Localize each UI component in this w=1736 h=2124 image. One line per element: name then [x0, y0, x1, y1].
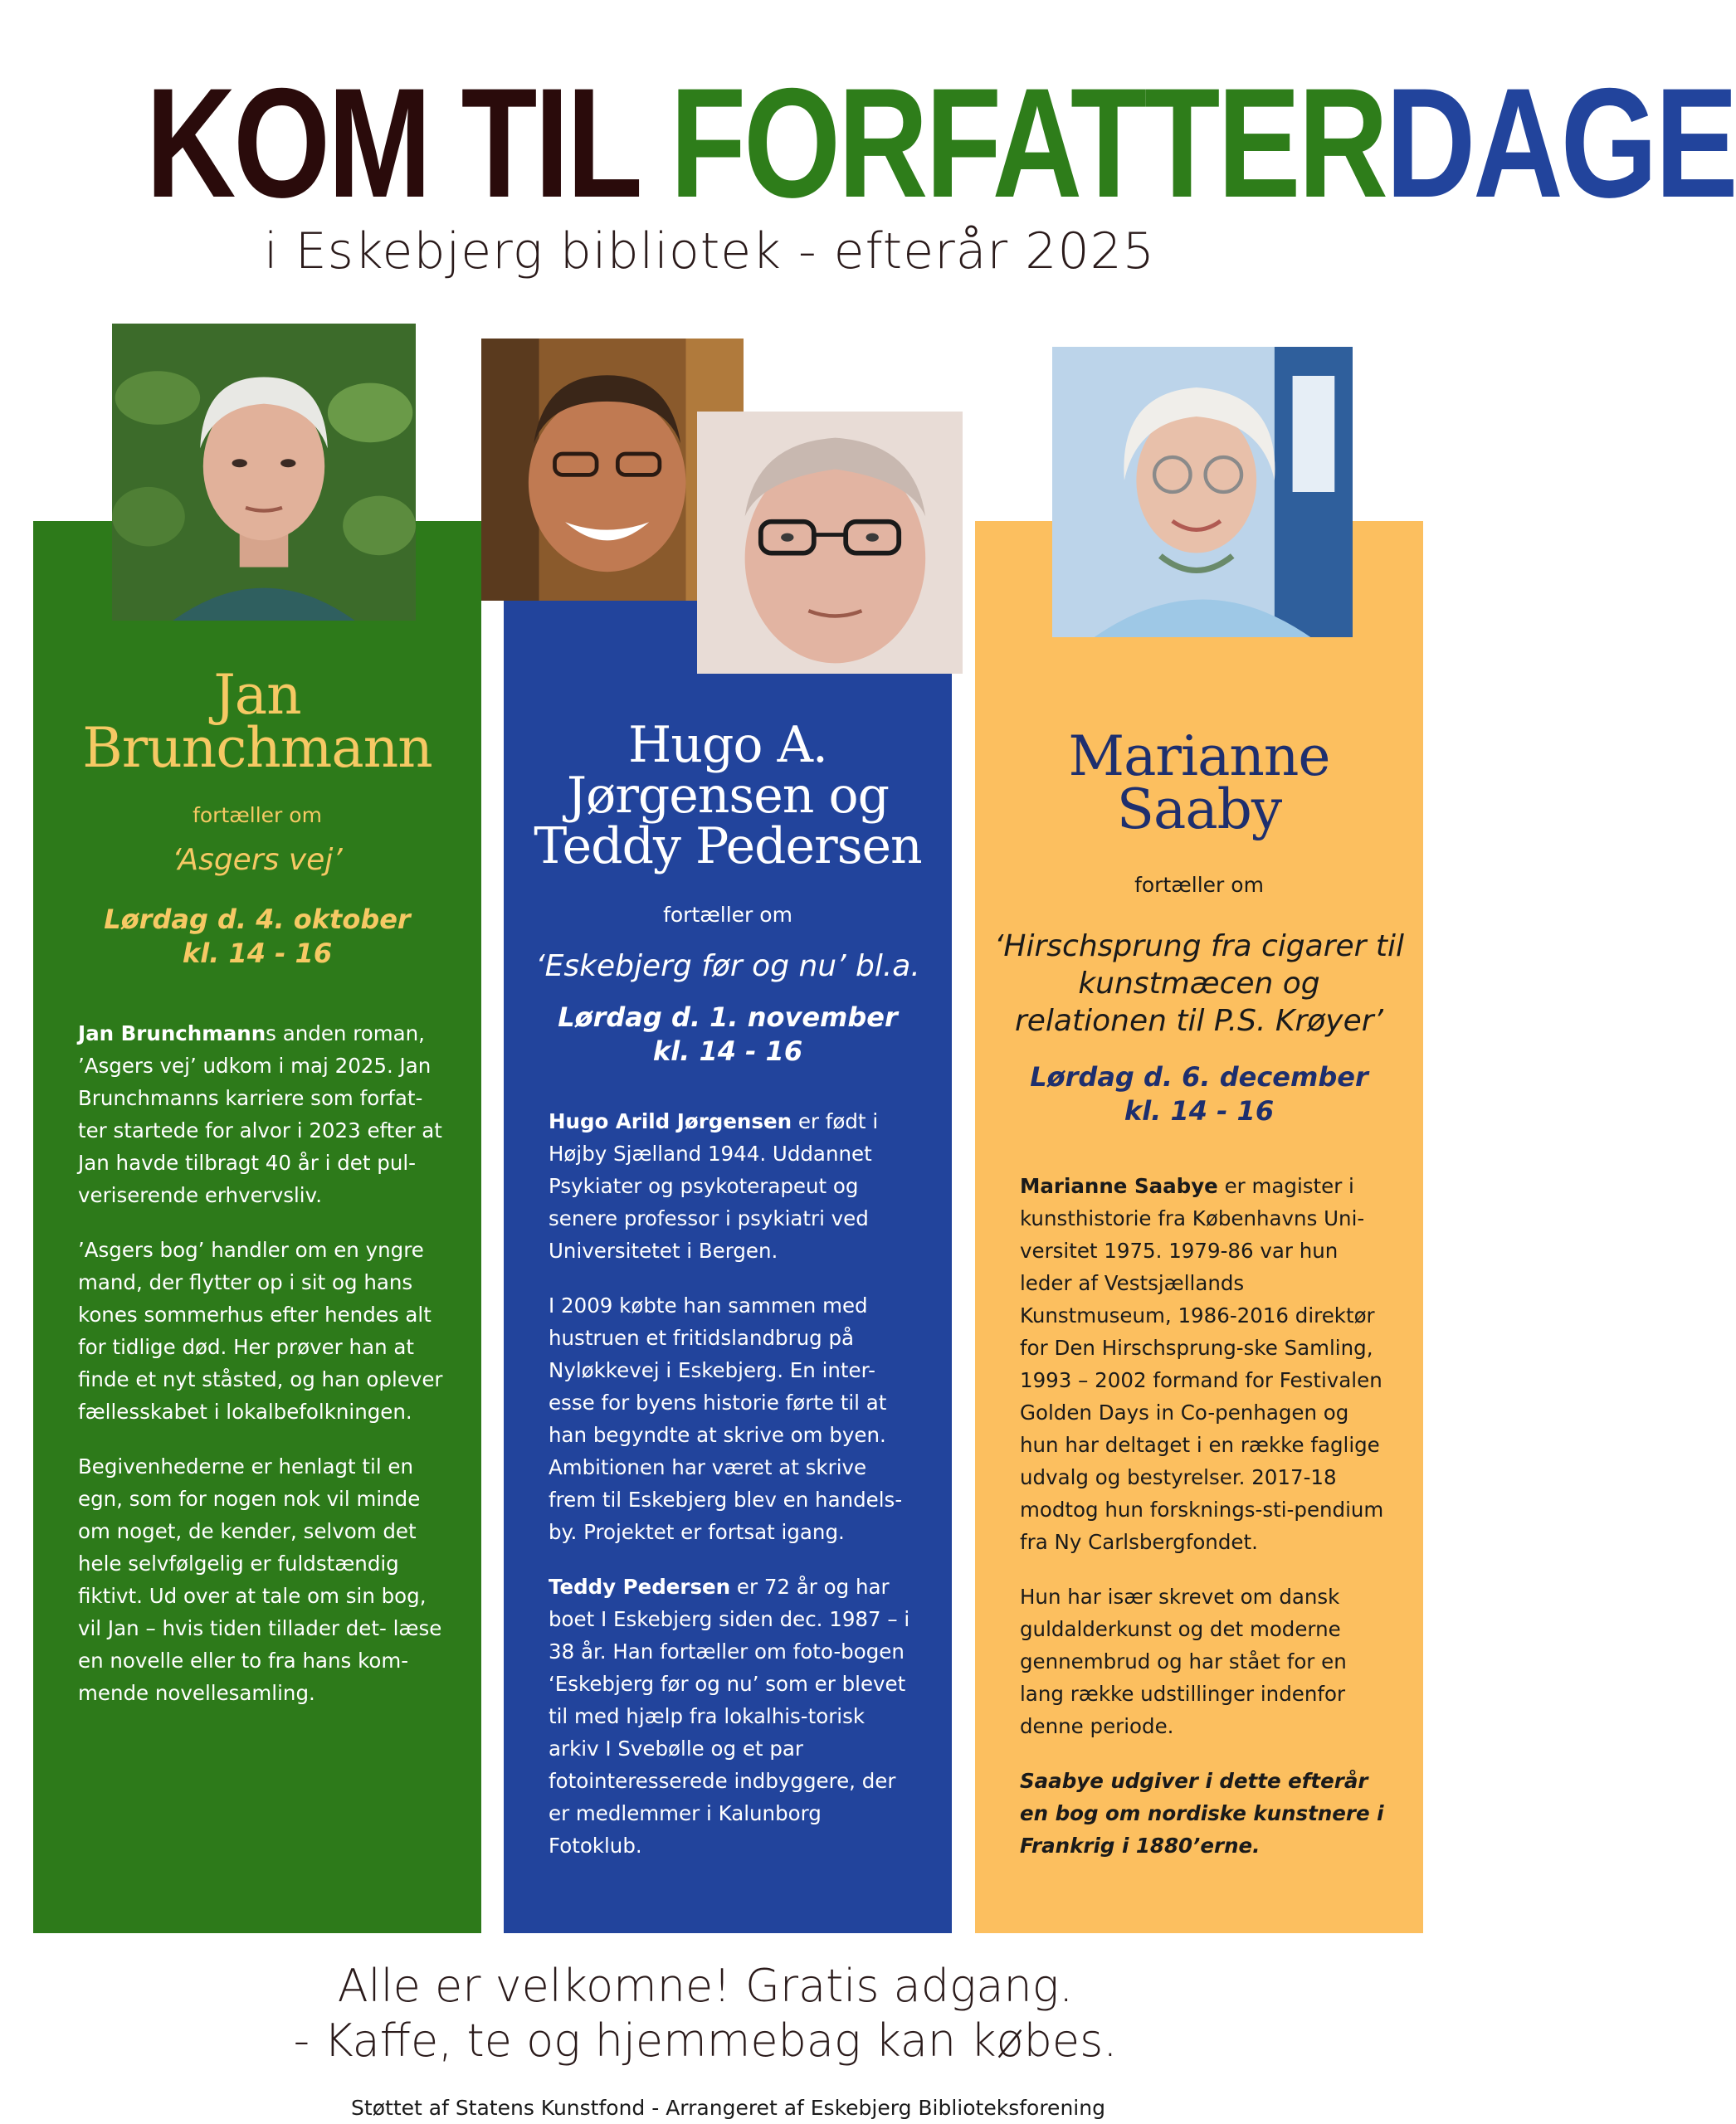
talk-topic: ‘Eskebjerg før og nu’ bl.a.	[535, 949, 920, 983]
bio-name-bold: Teddy Pedersen	[549, 1575, 731, 1599]
event-column-hugo-teddy	[504, 531, 952, 1933]
event-column-marianne	[975, 521, 1423, 1933]
bio-paragraph: Jan Brunchmanns anden roman, ’Asgers vej’ udkom i maj 2025. Jan Brunchmanns karriere som forfat-ter startede for alvor i 2023 efter at Jan havde tilbragt 40 år i det pul-veriserende erhvervsliv.	[78, 1021, 442, 1207]
talk-topic: ‘Hirschsprung fra cigarer til kunstmæcen og relationen til P.S. Krøyer’	[993, 929, 1404, 1038]
poster-headline	[145, 56, 1736, 230]
author-bio	[78, 1017, 443, 1732]
event-date	[975, 1060, 1423, 1128]
author-portrait-marianne	[1052, 347, 1353, 637]
sponsor-credits: Støttet af Statens Kunstfond - Arrangeret af Eskebjerg Biblioteksforening	[351, 2096, 1105, 2120]
event-date	[504, 1001, 952, 1069]
author-name-line: Jan	[213, 663, 301, 727]
author-name-line: Brunchmann	[82, 716, 432, 780]
portrait-illustration	[112, 324, 416, 621]
bio-name-bold: Hugo Arild Jørgensen	[549, 1109, 792, 1133]
bio-name-bold: Jan Brunchmann	[78, 1021, 266, 1045]
author-bio	[549, 1105, 914, 1884]
portrait-illustration	[697, 412, 963, 674]
poster-subtitle: i Eskebjerg bibliotek - efterår 2025	[264, 222, 1155, 280]
author-name	[33, 663, 481, 780]
bio-paragraph: Teddy Pedersen er 72 år og har boet I Eskebjerg siden dec. 1987 – i 38 år. Han fortæller om foto-bogen ‘Eskebjerg før og nu’ som er blevet til med hjælp fra lokalhis-torisk arkiv I Svebølle og et par fotointeresserede indbyggere, der er medlemmer i Kalunborg Fotoklub.	[549, 1575, 910, 1858]
event-date-time: kl. 14 - 16	[652, 1035, 803, 1067]
event-date	[33, 903, 481, 971]
author-name-line: Marianne	[1068, 724, 1330, 788]
author-name-line: Teddy Pedersen	[534, 817, 922, 875]
author-name	[504, 716, 952, 875]
author-portrait-teddy	[697, 412, 963, 674]
bio-paragraph: Begivenhederne er henlagt til en egn, som for nogen nok vil minde om noget, de kender, selvom det hele selvfølgelig er fuldstændig fiktivt. Ud over at tale om sin bog, vil Jan – hvis tiden tillader det- læse en novelle eller to fra hans kom-mende novellesamling.	[78, 1454, 442, 1705]
event-date-day: Lørdag d. 1. november	[558, 1001, 898, 1033]
author-name	[975, 724, 1423, 841]
bio-paragraph: ’Asgers bog’ handler om en yngre mand, der flytter op i sit og hans kones sommerhus efter hendes alt for tidlige død. Her prøver han at finde et nyt ståsted, og han oplever fællesskabet i lokalbefolkningen.	[78, 1238, 443, 1424]
tells-about-label: fortæller om	[193, 803, 322, 827]
bio-name-bold: Marianne Saabye	[1020, 1174, 1218, 1198]
bio-paragraph: Saabye udgiver i dette efterår en bog om nordiske kunstnere i Frankrig i 1880’erne.	[1020, 1769, 1384, 1858]
event-column-jan	[33, 521, 481, 1933]
event-date-time: kl. 14 - 16	[1124, 1095, 1275, 1127]
portrait-illustration	[1052, 347, 1353, 637]
bio-paragraph: Hun har især skrevet om dansk guldalderkunst og det moderne gennembrud og har stået for en lang række udstillinger indenfor denne periode.	[1020, 1585, 1347, 1738]
event-date-time: kl. 14 - 16	[182, 938, 333, 969]
event-date-day: Lørdag d. 6. december	[1030, 1061, 1368, 1093]
author-portrait-jan	[112, 324, 416, 621]
bio-paragraph: Marianne Saabye er magister i kunsthistorie fra Københavns Uni-versitet 1975. 1979-86 var hun leder af Vestsjællands Kunstmuseum, 1986-2016 direktør for Den Hirschsprung-ske Samling, 1993 – 2002 formand for Festivalen Golden Days in Co-penhagen og hun har deltaget i en række faglige udvalg og bestyrelser. 2017-18 modtog hun forsknings-sti-pendium fra Ny Carlsbergfondet.	[1020, 1174, 1384, 1554]
talk-topic: ‘Asgers vej’	[172, 843, 343, 877]
bio-paragraph: I 2009 købte han sammen med hustruen et fritidslandbrug på Nyløkkevej i Eskebjerg. En inter-esse for byens historie førte til at han begyndte at skrive om byen. Ambitionen har været at skrive frem til Eskebjerg blev en handels-by. Projektet er fortsat igang.	[549, 1293, 903, 1544]
author-bio	[1020, 1170, 1393, 1884]
author-name-line: Saaby	[1116, 777, 1282, 841]
tells-about-label: fortæller om	[663, 903, 792, 927]
refreshments-line: - Kaffe, te og hjemmebag kan købes.	[293, 2014, 1118, 2067]
headline-part-2: FORFATTER	[670, 56, 1386, 230]
welcome-line: Alle er velkomne! Gratis adgang.	[337, 1960, 1074, 2012]
event-date-day: Lørdag d. 4. oktober	[104, 904, 411, 935]
author-name-line: Hugo A.	[628, 716, 827, 774]
headline-part-1: KOM TIL	[145, 56, 671, 230]
author-name-line: Jørgensen og	[567, 767, 889, 825]
bio-paragraph: Hugo Arild Jørgensen er født i Højby Sjælland 1944. Uddannet Psykiater og psykoterapeut og senere professor i psykiatri ved Universitetet i Bergen.	[549, 1109, 879, 1263]
tells-about-label: fortæller om	[1134, 873, 1264, 897]
headline-part-3: DAGE	[1385, 56, 1736, 230]
